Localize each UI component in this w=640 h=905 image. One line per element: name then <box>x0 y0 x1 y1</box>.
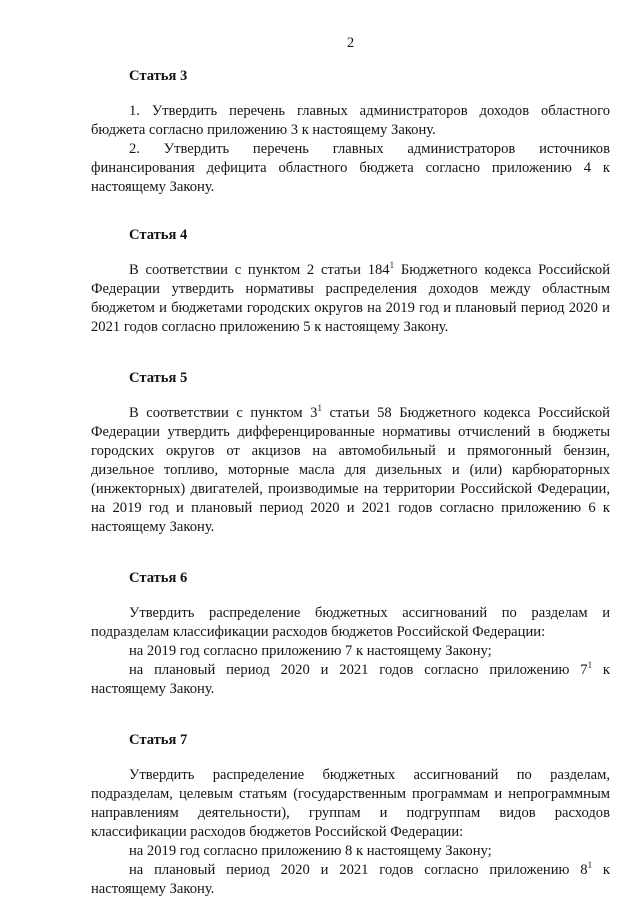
article-heading: Статья 7 <box>129 732 188 748</box>
paragraph-text: статьи 58 Бюджетного кодекса Российской Федерации утвердить дифференцированные нормативы отчислений в бюджеты городских округов от акцизов на автомобильный и прямогонный бензин, дизельное топливо, моторные масла для дизельных и (или) карбюраторных (инжекторных) двигателей, производимые на территории Российской Федерации, на 2019 год и плановый период 2020 и 2021 годов согласно приложению 6 к настоящему Закону. <box>91 405 610 535</box>
article-paragraph: на 2019 год согласно приложению 7 к настоящему Закону; <box>129 643 492 659</box>
article-paragraph: 1. Утвердить перечень главных администраторов доходов областного бюджета согласно приложению 3 к настоящему Закону. <box>91 103 610 138</box>
article-paragraph <box>91 261 610 337</box>
article-paragraph: Утвердить распределение бюджетных ассигнований по разделам, подразделам, целевым статьям (государственным программам и непрограммным направлениям деятельности), группам и подгруппам видов расходов классификации расходов бюджетов Российской Федерации: <box>91 767 610 840</box>
article-heading: Статья 3 <box>129 68 188 84</box>
article-6 <box>91 569 610 699</box>
article-7 <box>91 731 610 899</box>
article-paragraph: Утвердить распределение бюджетных ассигнований по разделам и подразделам классификации расходов бюджетов Российской Федерации: <box>91 605 610 640</box>
paragraph-text: к настоящему Закону. <box>91 862 610 897</box>
article-paragraph <box>91 661 610 699</box>
paragraph-text: к настоящему Закону. <box>91 662 610 697</box>
page-number: 2 <box>346 35 355 51</box>
superscript: 1 <box>587 860 593 870</box>
article-paragraph: 2. Утвердить перечень главных администраторов источников финансирования дефицита областного бюджета согласно приложению 4 к настоящему Закону. <box>91 141 610 195</box>
article-paragraph: на 2019 год согласно приложению 8 к настоящему Закону; <box>129 843 492 859</box>
paragraph-text: В соответствии с пунктом 2 статьи 184 <box>129 262 390 278</box>
article-paragraph <box>91 861 610 899</box>
paragraph-text: на плановый период 2020 и 2021 годов согласно приложению 8 <box>129 862 588 878</box>
superscript: 1 <box>317 403 322 413</box>
article-heading: Статья 5 <box>129 370 188 386</box>
article-3 <box>91 67 610 197</box>
article-5 <box>91 369 610 537</box>
article-heading: Статья 4 <box>129 227 188 243</box>
article-paragraph <box>91 404 610 537</box>
superscript: 1 <box>587 660 593 670</box>
paragraph-text: В соответствии с пунктом 3 <box>129 405 318 421</box>
superscript: 1 <box>389 260 395 270</box>
article-heading: Статья 6 <box>129 570 188 586</box>
paragraph-text: на плановый период 2020 и 2021 годов согласно приложению 7 <box>129 662 588 678</box>
article-4 <box>91 226 610 337</box>
paragraph-text: Бюджетного кодекса Российской Федерации утвердить нормативы распределения доходов между областным бюджетом и бюджетами городских округов на 2019 год и плановый период 2020 и 2021 годов согласно приложению 5 к настоящему Закону. <box>91 262 611 335</box>
